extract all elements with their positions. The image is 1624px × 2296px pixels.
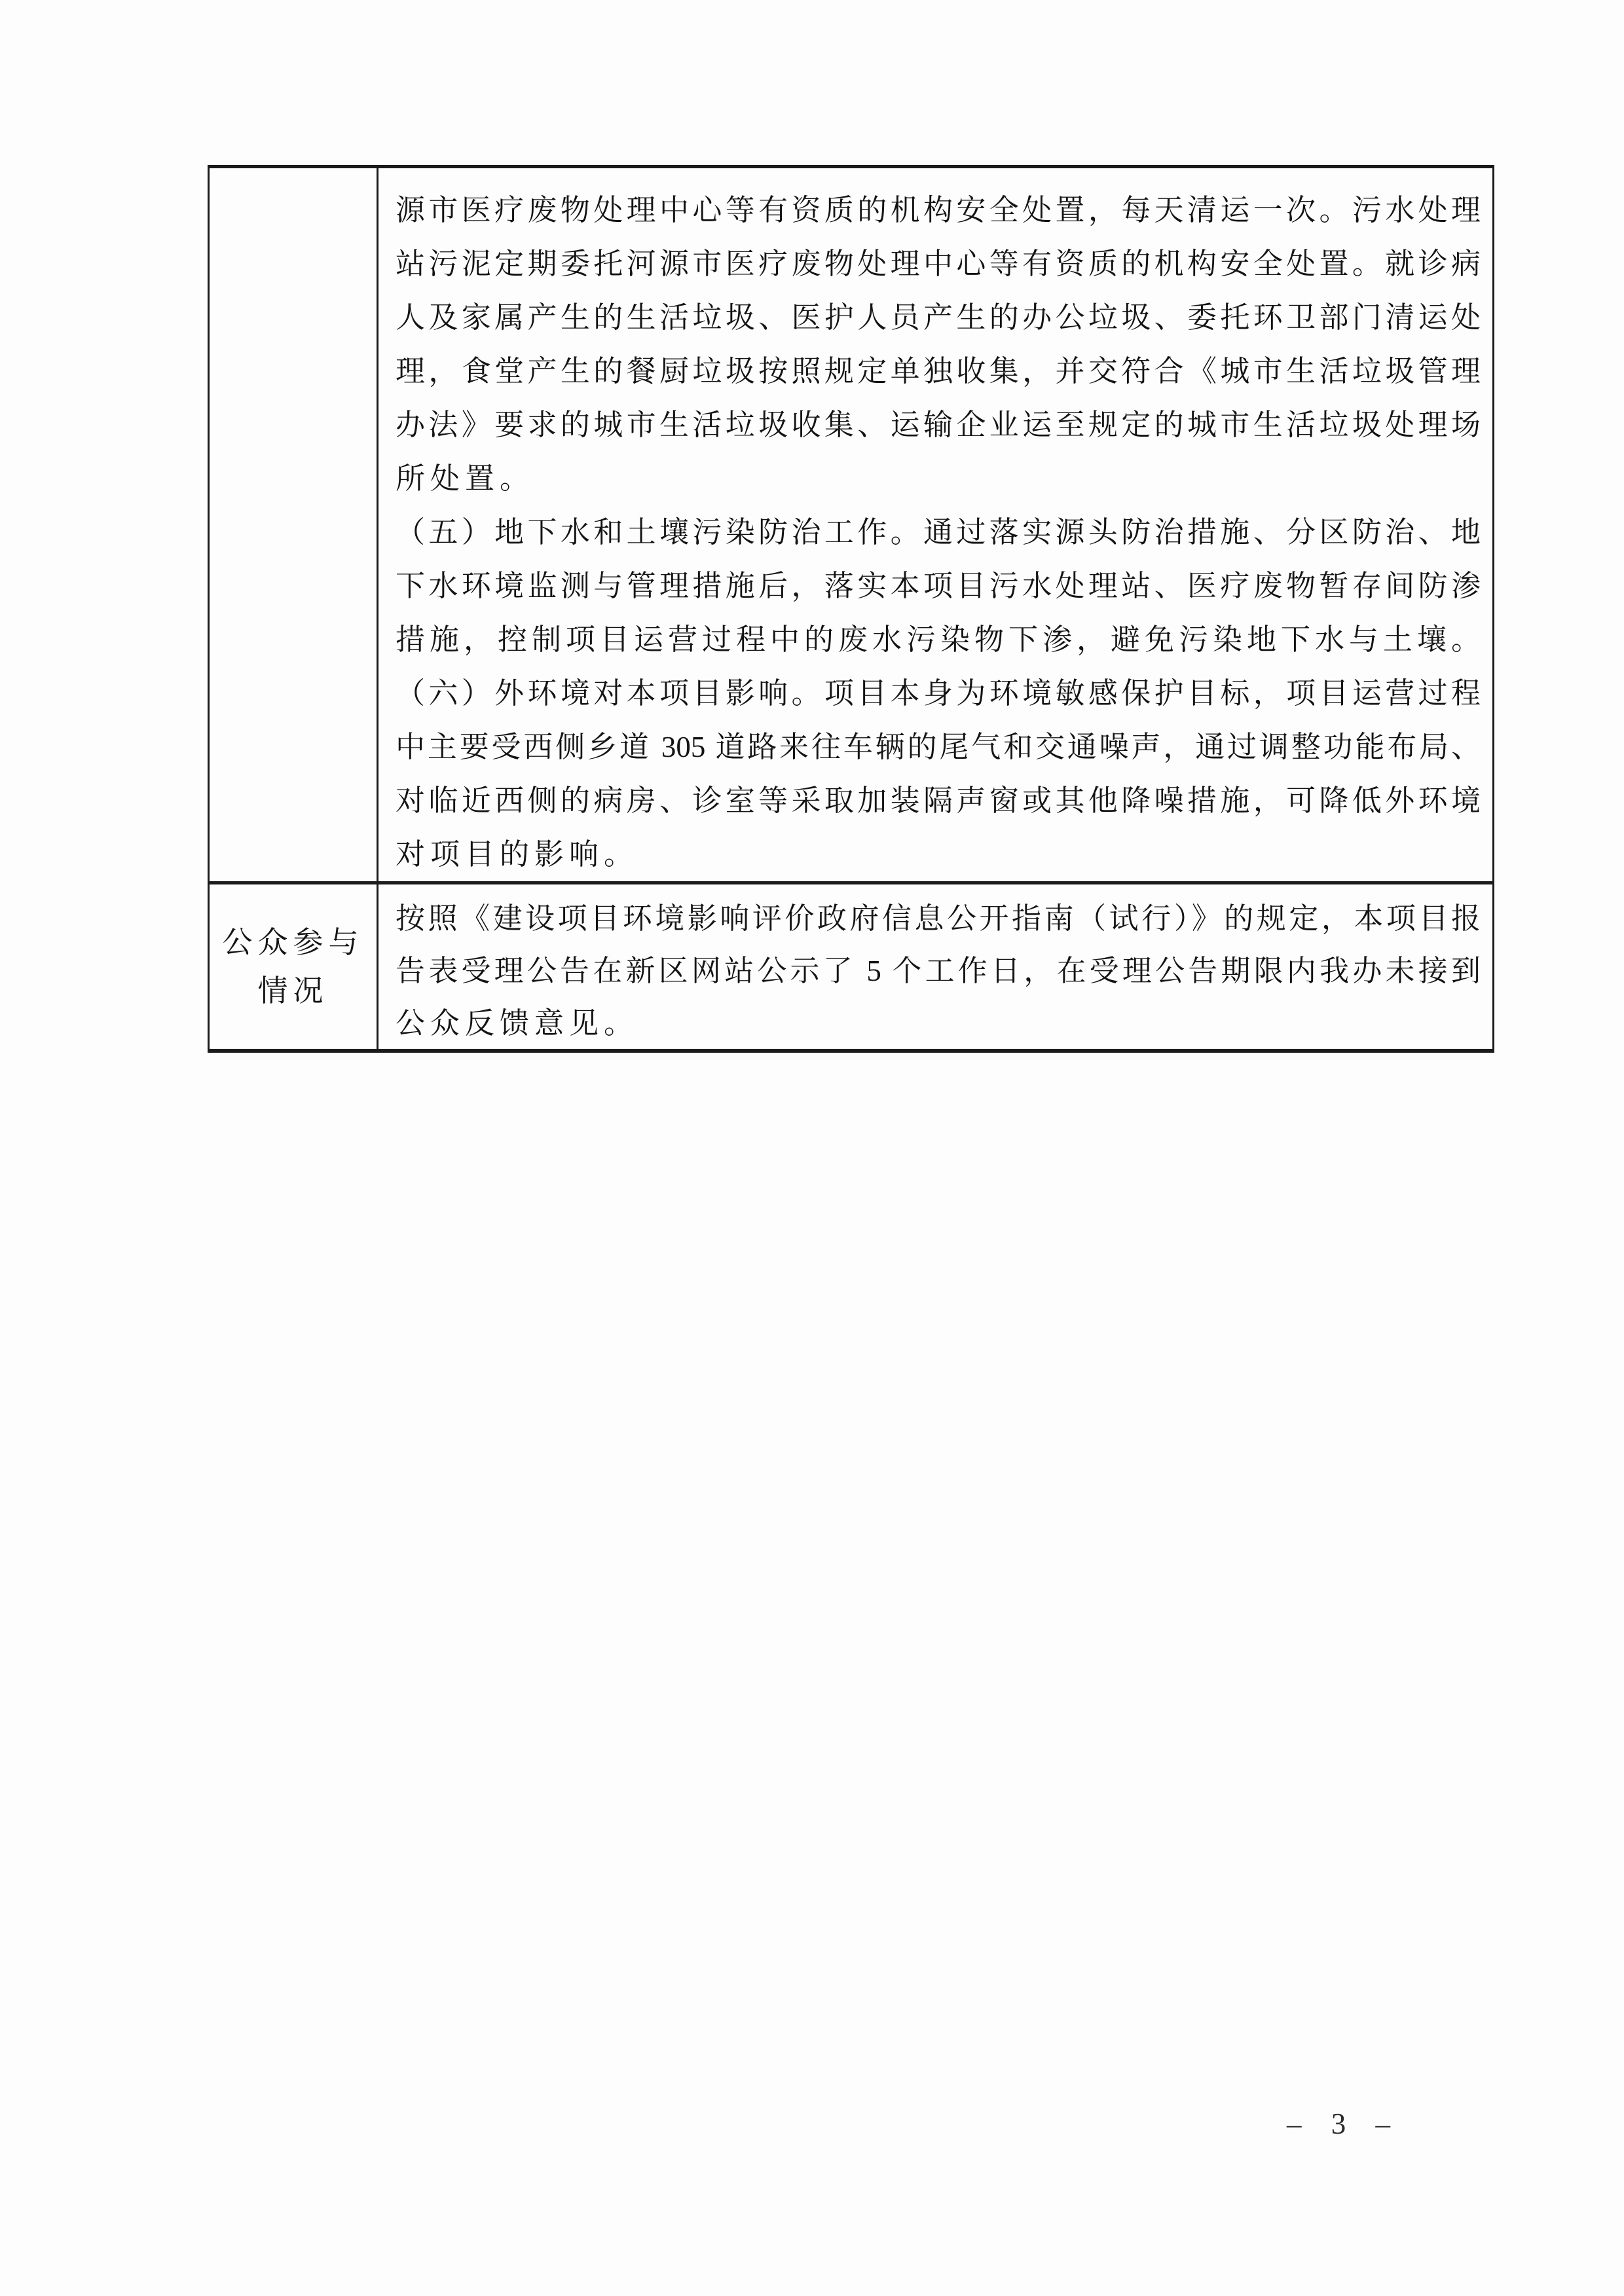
text-line: 人及家属产生的生活垃圾、医护人员产生的办公垃圾、委托环卫部门清运处: [396, 301, 1481, 334]
row2-label-cell: [210, 884, 378, 1049]
text-line: （六）外环境对本项目影响。项目本身为环境敏感保护目标，项目运营过程: [396, 677, 1481, 710]
text-line: 中主要受西侧乡道 305 道路来往车辆的尾气和交通噪声，通过调整功能布局、: [396, 731, 1481, 763]
report-table: [208, 165, 1494, 1053]
text-line: 理，食堂产生的餐厨垃圾按照规定单独收集，并交符合《城市生活垃圾管理: [396, 355, 1481, 388]
text-line: 对临近西侧的病房、诊室等采取加装隔声窗或其他降噪措施，可降低外环境: [396, 784, 1481, 817]
text-line: 告表受理公告在新区网站公示了 5 个工作日，在受理公告期限内我办未接到: [396, 955, 1481, 987]
text-line: 源市医疗废物处理中心等有资质的机构安全处置，每天清运一次。污水处理: [396, 194, 1481, 227]
page-number: – 3 –: [1287, 2107, 1398, 2140]
row2-content-cell: [378, 884, 1492, 1049]
row1-label-cell-empty: [210, 168, 378, 881]
text-line: 公众反馈意见。: [396, 1007, 639, 1040]
text-line: 下水环境监测与管理措施后，落实本项目污水处理站、医疗废物暂存间防渗: [396, 570, 1481, 602]
table-row-measures: [210, 168, 1492, 881]
table-row-public-participation: [210, 881, 1492, 1049]
text-line: 措施，控制项目运营过程中的废水污染物下渗，避免污染地下水与土壤。: [396, 623, 1481, 656]
text-line: 所处置。: [396, 462, 535, 495]
text-line: 公众参与: [222, 926, 364, 959]
text-line: 按照《建设项目环境影响评价政府信息公开指南（试行）》的规定，本项目报: [396, 902, 1481, 935]
text-line: （五）地下水和土壤污染防治工作。通过落实源头防治措施、分区防治、地: [396, 516, 1481, 549]
text-line: 情况: [257, 974, 329, 1008]
text-line: 对项目的影响。: [396, 838, 639, 871]
row1-content-cell: [378, 168, 1492, 881]
text-line: 办法》要求的城市生活垃圾收集、运输企业运至规定的城市生活垃圾处理场: [396, 409, 1481, 441]
text-line: 站污泥定期委托河源市医疗废物处理中心等有资质的机构安全处置。就诊病: [396, 247, 1481, 280]
